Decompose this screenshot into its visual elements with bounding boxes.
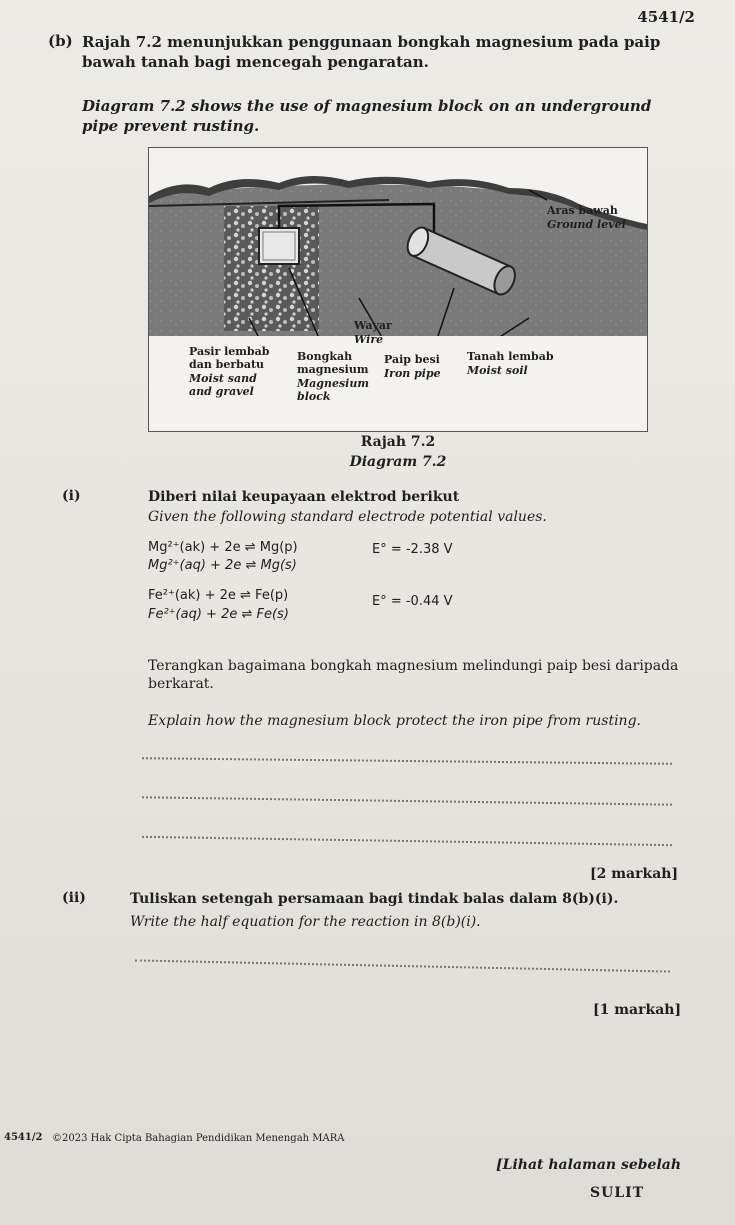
footer-sulit: SULIT — [590, 1185, 645, 1201]
part-i-intro-english: Given the following standard electrode potential values. — [148, 509, 547, 525]
diagram-caption-english: Diagram 7.2 — [349, 454, 447, 470]
part-i-marks: [2 markah] — [590, 866, 679, 882]
part-i-task-malay-1: Terangkan bagaimana bongkah magnesium melindungi paip besi daripada — [148, 658, 679, 674]
label-sand-malay-1: Pasir lembab — [189, 345, 270, 358]
question-label: (b) — [48, 32, 73, 50]
label-wire-english: Wire — [354, 333, 384, 346]
equation-fe-potential: E° = -0.44 V — [372, 594, 453, 609]
part-ii-task-malay: Tuliskan setengah persamaan bagi tindak balas dalam 8(b)(i). — [130, 891, 619, 907]
footer-code: 4541/2 — [4, 1132, 43, 1143]
part-i-task-english: Explain how the magnesium block protect the iron pipe from rusting. — [148, 713, 641, 729]
answer-line-3[interactable] — [142, 836, 672, 846]
footer-copyright: ©2023 Hak Cipta Bahagian Pendidikan Menengah MARA — [52, 1133, 345, 1144]
label-block-malay-2: magnesium — [297, 363, 369, 376]
label-soil-malay: Tanah lembab — [467, 350, 554, 363]
equation-fe-english: Fe²⁺(aq) + 2e ⇌ Fe(s) — [148, 607, 289, 622]
answer-line-2[interactable] — [142, 796, 672, 805]
label-pipe-english: Iron pipe — [384, 367, 441, 380]
footer-next-page: [Lihat halaman sebelah — [496, 1157, 682, 1173]
equation-mg-potential: E° = -2.38 V — [372, 542, 453, 557]
part-ii-label: (ii) — [62, 890, 86, 906]
equation-mg-malay: Mg²⁺(ak) + 2e ⇌ Mg(p) — [148, 540, 298, 555]
part-ii-marks: [1 markah] — [593, 1002, 682, 1018]
part-i-task-malay-2: berkarat. — [148, 676, 214, 692]
diagram-underground-pipe — [148, 147, 648, 432]
label-block-malay-1: Bongkah — [297, 350, 353, 363]
equation-fe-malay: Fe²⁺(ak) + 2e ⇌ Fe(p) — [148, 588, 289, 603]
part-i-intro-malay: Diberi nilai keupayaan elektrod berikut — [148, 489, 460, 505]
label-pipe-malay: Paip besi — [384, 353, 440, 366]
label-sand-english-2: and gravel — [189, 385, 254, 398]
label-ground-level-english: Ground level — [547, 218, 626, 231]
question-text-english: Diagram 7.2 shows the use of magnesium block on an underground pipe prevent rusting. — [82, 97, 652, 135]
question-text-malay: Rajah 7.2 menunjukkan penggunaan bongkah magnesium pada paip bawah tanah bagi mencegah pengaratan. — [82, 33, 661, 71]
magnesium-block — [259, 228, 299, 264]
moist-sand-gravel-area — [224, 206, 319, 331]
paper-code: 4541/2 — [637, 8, 695, 26]
answer-line-4[interactable] — [135, 959, 670, 972]
equation-mg-english: Mg²⁺(aq) + 2e ⇌ Mg(s) — [148, 558, 297, 573]
label-wire-malay: Wayar — [354, 319, 392, 332]
label-soil-english: Moist soil — [467, 364, 528, 377]
label-sand-malay-2: dan berbatu — [189, 358, 265, 371]
answer-line-1[interactable] — [142, 757, 672, 765]
part-i-label: (i) — [62, 488, 81, 504]
label-sand-english-1: Moist sand — [189, 372, 257, 385]
part-ii-task-english: Write the half equation for the reaction in 8(b)(i). — [130, 914, 481, 930]
label-block-english-1: Magnesium — [297, 377, 369, 390]
diagram-caption-malay: Rajah 7.2 — [360, 434, 436, 450]
label-block-english-2: block — [297, 390, 331, 403]
label-ground-level-malay: Aras bawah — [547, 204, 618, 217]
